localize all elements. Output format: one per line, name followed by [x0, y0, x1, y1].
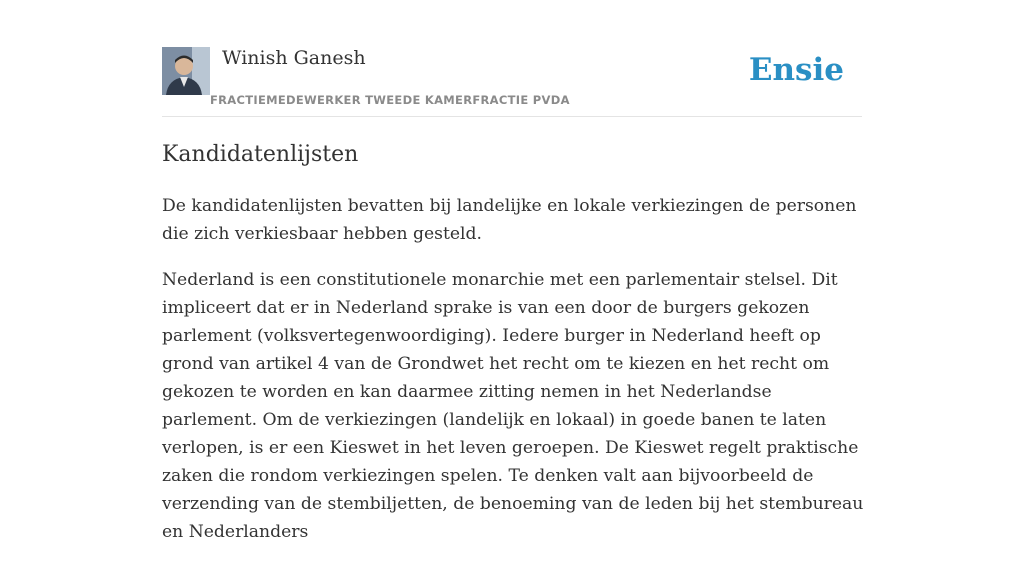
author-name[interactable]: Winish Ganesh	[222, 47, 366, 69]
article-title: Kandidatenlijsten	[162, 142, 359, 167]
ensie-logo[interactable]: Ensie	[748, 52, 844, 88]
article-body	[162, 192, 864, 564]
person-portrait-icon	[162, 47, 210, 95]
article-paragraph: De kandidatenlijsten bevatten bij landelijke en lokale verkiezingen de personen die zich verkiesbaar hebben gesteld.	[162, 196, 857, 244]
author-role: FRACTIEMEDEWERKER TWEEDE KAMERFRACTIE PVDA	[210, 93, 570, 107]
author-header	[162, 46, 862, 117]
author-avatar[interactable]	[162, 47, 210, 95]
article-paragraph: Nederland is een constitutionele monarchie met een parlementair stelsel. Dit impliceert dat er in Nederland sprake is van een door de burgers gekozen parlement (volksvertegenwoordiging). Iedere burger in Nederland heeft op grond van artikel 4 van de Grondwet het recht om te kiezen en het recht om gekozen te worden en kan daarmee zitting nemen in het Nederlandse parlement. Om de verkiezingen (landelijk en lokaal) in goede banen te laten verlopen, is er een Kieswet in het leven geroepen. De Kieswet regelt praktische zaken die rondom verkiezingen spelen. Te denken valt aan bijvoorbeeld de verzending van de stembiljetten, de benoeming van de leden bij het stembureau en Nederlanders	[162, 270, 864, 542]
